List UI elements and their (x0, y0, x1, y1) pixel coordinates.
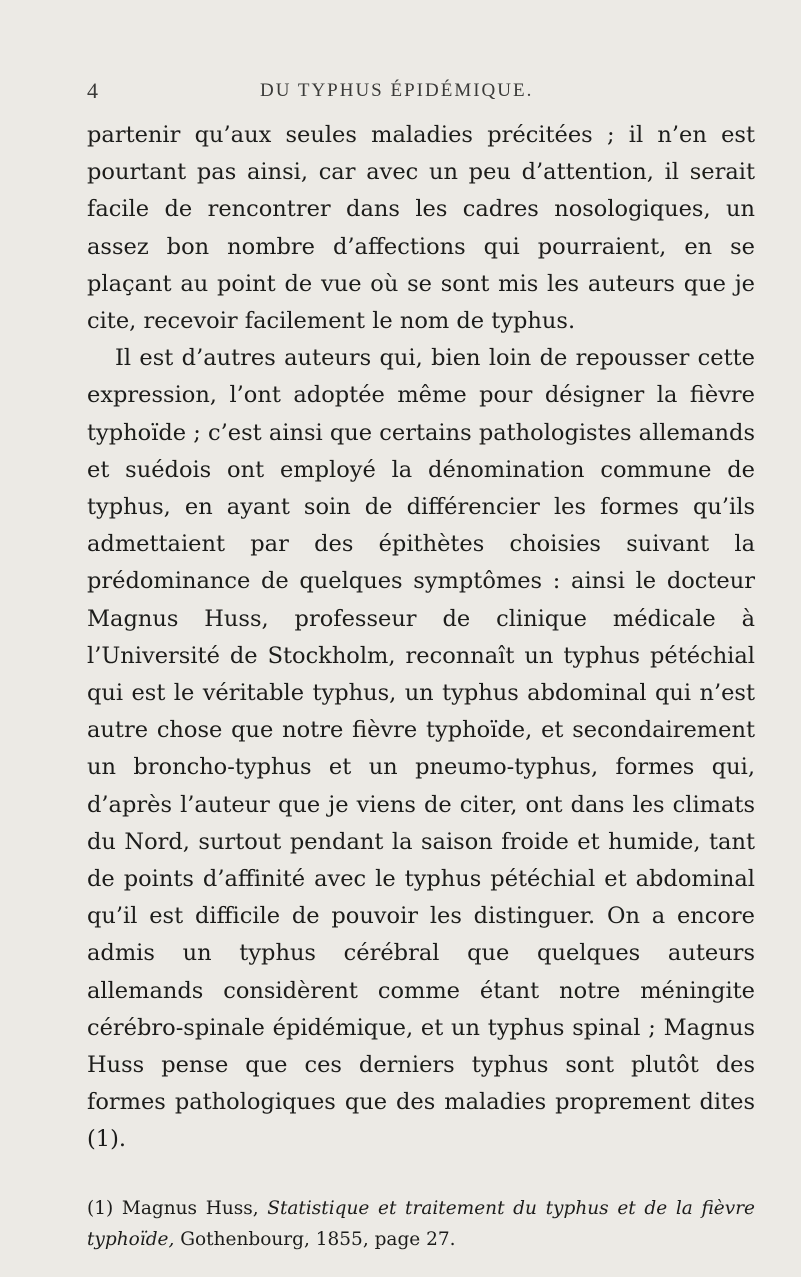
paragraph: partenir qu’aux seules maladies précitées ; il n’en est pourtant pas ainsi, car avec un peu d’attention, il serait facile de rencontrer dans les cadres nosologiques, un assez bon nombre d’affections qui pourraient, en se plaçant au point de vue où se sont mis les auteurs que je cite, recevoir facilement le nom de typhus. (87, 122, 755, 335)
paragraph: Il est d’autres auteurs qui, bien loin de repousser cette expression, l’ont adoptée même pour désigner la fièvre typhoïde ; c’est ainsi que certains pathologistes allemands et suédois ont employé la dénomination commune de typhus, en ayant soin de différencier les formes qu’ils admettaient par des épithètes choisies suivant la prédominance de quelques symptômes : ainsi le docteur Magnus Huss, professeur de clinique médicale à l’Université de Stockholm, reconnaît un typhus pétéchial qui est le véritable typhus, un typhus abdominal qui n’est autre chose que notre fièvre typhoïde, et secondairement un broncho-typhus et un pneumo-typhus, formes qui, d’après l’auteur que je viens de citer, ont dans les climats du Nord, surtout pendant la saison froide et humide, tant de points d’affinité avec le typhus pétéchial et abdominal qu’il est difficile de pouvoir les distinguer. On a encore admis un typhus cérébral que quelques auteurs allemands considèrent comme étant notre méningite cérébro-spinale épidémique, et un typhus spinal ; Magnus Huss pense que ces derniers typhus sont plutôt des formes pathologiques que des maladies proprement dites (1). (87, 345, 755, 1153)
page-number: 4 (87, 78, 98, 103)
footnote-marker: (1) (87, 1198, 114, 1219)
footnote (87, 1193, 755, 1255)
footnote-publication: Gothenbourg, 1855, page 27. (180, 1229, 456, 1250)
running-title: DU TYPHUS ÉPIDÉMIQUE. (260, 80, 534, 101)
footnote-title: Statistique et traitement du typhus et de la fièvre typhoïde, (87, 1198, 755, 1250)
running-head (87, 78, 747, 108)
footnote-author: Magnus Huss, (121, 1198, 259, 1219)
body-text (87, 117, 755, 1159)
